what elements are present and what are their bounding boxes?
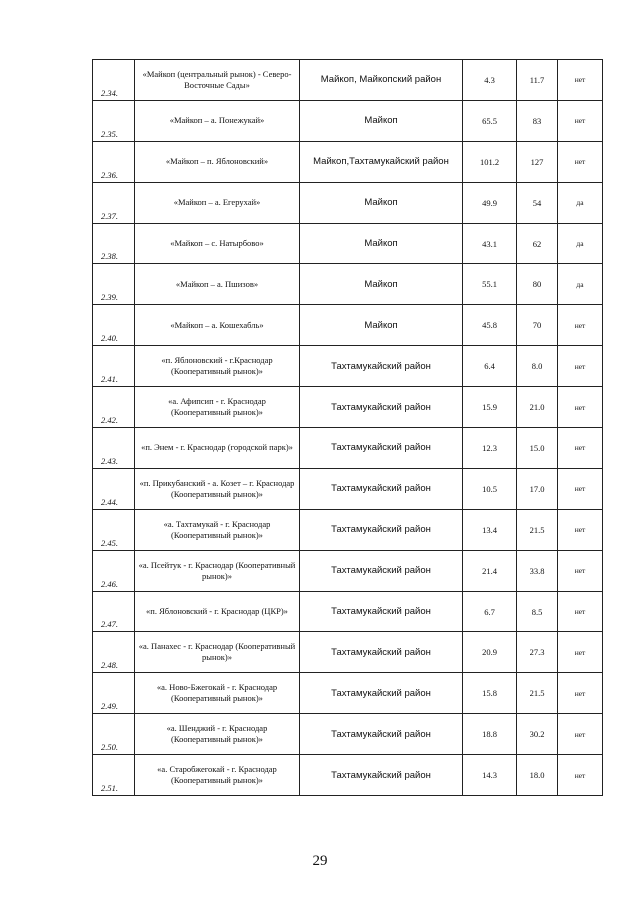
service-area: Майкоп bbox=[300, 305, 463, 346]
table-row bbox=[93, 550, 603, 591]
routes-table bbox=[92, 59, 603, 796]
flag: да bbox=[558, 182, 603, 223]
flag: да bbox=[558, 223, 603, 264]
row-number: 2.40. bbox=[93, 305, 135, 346]
flag: нет bbox=[558, 60, 603, 101]
table-row bbox=[93, 387, 603, 428]
value-2: 17.0 bbox=[517, 468, 558, 509]
flag: нет bbox=[558, 673, 603, 714]
route-name: «Майкоп – а. Пшизов» bbox=[135, 264, 300, 305]
value-2: 8.5 bbox=[517, 591, 558, 632]
flag: да bbox=[558, 264, 603, 305]
service-area: Майкоп bbox=[300, 182, 463, 223]
service-area: Тахтамукайский район bbox=[300, 428, 463, 469]
row-number: 2.43. bbox=[93, 428, 135, 469]
service-area: Майкоп, Майкопский район bbox=[300, 60, 463, 101]
flag: нет bbox=[558, 550, 603, 591]
value-2: 21.0 bbox=[517, 387, 558, 428]
value-1: 12.3 bbox=[463, 428, 517, 469]
route-name: «п. Прикубанский - а. Козет – г. Краснодар (Кооперативный рынок)» bbox=[135, 468, 300, 509]
value-1: 20.9 bbox=[463, 632, 517, 673]
row-number: 2.38. bbox=[93, 223, 135, 264]
route-name: «а. Панахес - г. Краснодар (Кооперативный рынок)» bbox=[135, 632, 300, 673]
service-area: Тахтамукайский район bbox=[300, 673, 463, 714]
table-row bbox=[93, 509, 603, 550]
row-number: 2.48. bbox=[93, 632, 135, 673]
row-number: 2.49. bbox=[93, 673, 135, 714]
value-1: 49.9 bbox=[463, 182, 517, 223]
row-number: 2.46. bbox=[93, 550, 135, 591]
value-1: 15.9 bbox=[463, 387, 517, 428]
service-area: Тахтамукайский район bbox=[300, 346, 463, 387]
value-2: 27.3 bbox=[517, 632, 558, 673]
value-1: 4.3 bbox=[463, 60, 517, 101]
flag: нет bbox=[558, 755, 603, 796]
value-2: 8.0 bbox=[517, 346, 558, 387]
value-1: 6.4 bbox=[463, 346, 517, 387]
value-1: 101.2 bbox=[463, 141, 517, 182]
table-row bbox=[93, 632, 603, 673]
page-number: 29 bbox=[312, 853, 328, 869]
flag: нет bbox=[558, 100, 603, 141]
table-row bbox=[93, 673, 603, 714]
row-number: 2.41. bbox=[93, 346, 135, 387]
row-number: 2.51. bbox=[93, 755, 135, 796]
route-name: «Майкоп – а. Понежукай» bbox=[135, 100, 300, 141]
table-row bbox=[93, 223, 603, 264]
flag: нет bbox=[558, 346, 603, 387]
route-name: «п. Яблоновский - г.Краснодар (Кооперативный рынок)» bbox=[135, 346, 300, 387]
row-number: 2.50. bbox=[93, 714, 135, 755]
service-area: Майкоп bbox=[300, 100, 463, 141]
service-area: Тахтамукайский район bbox=[300, 714, 463, 755]
table-row bbox=[93, 755, 603, 796]
flag: нет bbox=[558, 468, 603, 509]
table-row bbox=[93, 468, 603, 509]
value-2: 80 bbox=[517, 264, 558, 305]
service-area: Майкоп,Тахтамукайский район bbox=[300, 141, 463, 182]
service-area: Майкоп bbox=[300, 264, 463, 305]
table-row bbox=[93, 428, 603, 469]
value-1: 15.8 bbox=[463, 673, 517, 714]
service-area: Тахтамукайский район bbox=[300, 468, 463, 509]
row-number: 2.47. bbox=[93, 591, 135, 632]
route-name: «а. Афипсип - г. Краснодар (Кооперативный рынок)» bbox=[135, 387, 300, 428]
table-row bbox=[93, 305, 603, 346]
value-2: 21.5 bbox=[517, 509, 558, 550]
service-area: Тахтамукайский район bbox=[300, 509, 463, 550]
flag: нет bbox=[558, 509, 603, 550]
table-row bbox=[93, 60, 603, 101]
value-2: 15.0 bbox=[517, 428, 558, 469]
row-number: 2.35. bbox=[93, 100, 135, 141]
route-name: «а. Старобжегокай - г. Краснодар (Кооперативный рынок)» bbox=[135, 755, 300, 796]
value-2: 18.0 bbox=[517, 755, 558, 796]
value-1: 18.8 bbox=[463, 714, 517, 755]
value-1: 10.5 bbox=[463, 468, 517, 509]
route-name: «а. Тахтамукай - г. Краснодар (Кооперативный рынок)» bbox=[135, 509, 300, 550]
value-2: 127 bbox=[517, 141, 558, 182]
row-number: 2.39. bbox=[93, 264, 135, 305]
value-2: 54 bbox=[517, 182, 558, 223]
route-name: «п. Энем - г. Краснодар (городской парк)» bbox=[135, 428, 300, 469]
table-row bbox=[93, 141, 603, 182]
service-area: Тахтамукайский район bbox=[300, 550, 463, 591]
service-area: Майкоп bbox=[300, 223, 463, 264]
table-row bbox=[93, 264, 603, 305]
row-number: 2.37. bbox=[93, 182, 135, 223]
route-name: «п. Яблоновский - г. Краснодар (ЦКР)» bbox=[135, 591, 300, 632]
flag: нет bbox=[558, 591, 603, 632]
table-row bbox=[93, 591, 603, 632]
value-2: 62 bbox=[517, 223, 558, 264]
service-area: Тахтамукайский район bbox=[300, 591, 463, 632]
route-name: «Майкоп (центральный рынок) - Северо-Восточные Сады» bbox=[135, 60, 300, 101]
table-row bbox=[93, 346, 603, 387]
row-number: 2.36. bbox=[93, 141, 135, 182]
value-2: 11.7 bbox=[517, 60, 558, 101]
flag: нет bbox=[558, 632, 603, 673]
route-name: «Майкоп – с. Натырбово» bbox=[135, 223, 300, 264]
value-2: 33.8 bbox=[517, 550, 558, 591]
flag: нет bbox=[558, 305, 603, 346]
value-1: 21.4 bbox=[463, 550, 517, 591]
value-1: 55.1 bbox=[463, 264, 517, 305]
flag: нет bbox=[558, 428, 603, 469]
table-row bbox=[93, 100, 603, 141]
flag: нет bbox=[558, 714, 603, 755]
row-number: 2.45. bbox=[93, 509, 135, 550]
route-name: «Майкоп – п. Яблоновский» bbox=[135, 141, 300, 182]
service-area: Тахтамукайский район bbox=[300, 755, 463, 796]
value-2: 30.2 bbox=[517, 714, 558, 755]
row-number: 2.34. bbox=[93, 60, 135, 101]
value-1: 14.3 bbox=[463, 755, 517, 796]
routes-table-body bbox=[93, 60, 603, 796]
value-1: 45.8 bbox=[463, 305, 517, 346]
route-name: «Майкоп – а. Кошехабль» bbox=[135, 305, 300, 346]
value-2: 70 bbox=[517, 305, 558, 346]
flag: нет bbox=[558, 141, 603, 182]
value-2: 83 bbox=[517, 100, 558, 141]
value-1: 65.5 bbox=[463, 100, 517, 141]
route-name: «Майкоп – а. Егерухай» bbox=[135, 182, 300, 223]
service-area: Тахтамукайский район bbox=[300, 387, 463, 428]
value-1: 43.1 bbox=[463, 223, 517, 264]
table-row bbox=[93, 714, 603, 755]
table-row bbox=[93, 182, 603, 223]
route-name: «а. Псейтук - г. Краснодар (Кооперативный рынок)» bbox=[135, 550, 300, 591]
value-2: 21.5 bbox=[517, 673, 558, 714]
row-number: 2.42. bbox=[93, 387, 135, 428]
flag: нет bbox=[558, 387, 603, 428]
route-name: «а. Ново-Бжегокай - г. Краснодар (Кооперативный рынок)» bbox=[135, 673, 300, 714]
row-number: 2.44. bbox=[93, 468, 135, 509]
service-area: Тахтамукайский район bbox=[300, 632, 463, 673]
value-1: 13.4 bbox=[463, 509, 517, 550]
value-1: 6.7 bbox=[463, 591, 517, 632]
route-name: «а. Шенджий - г. Краснодар (Кооперативный рынок)» bbox=[135, 714, 300, 755]
